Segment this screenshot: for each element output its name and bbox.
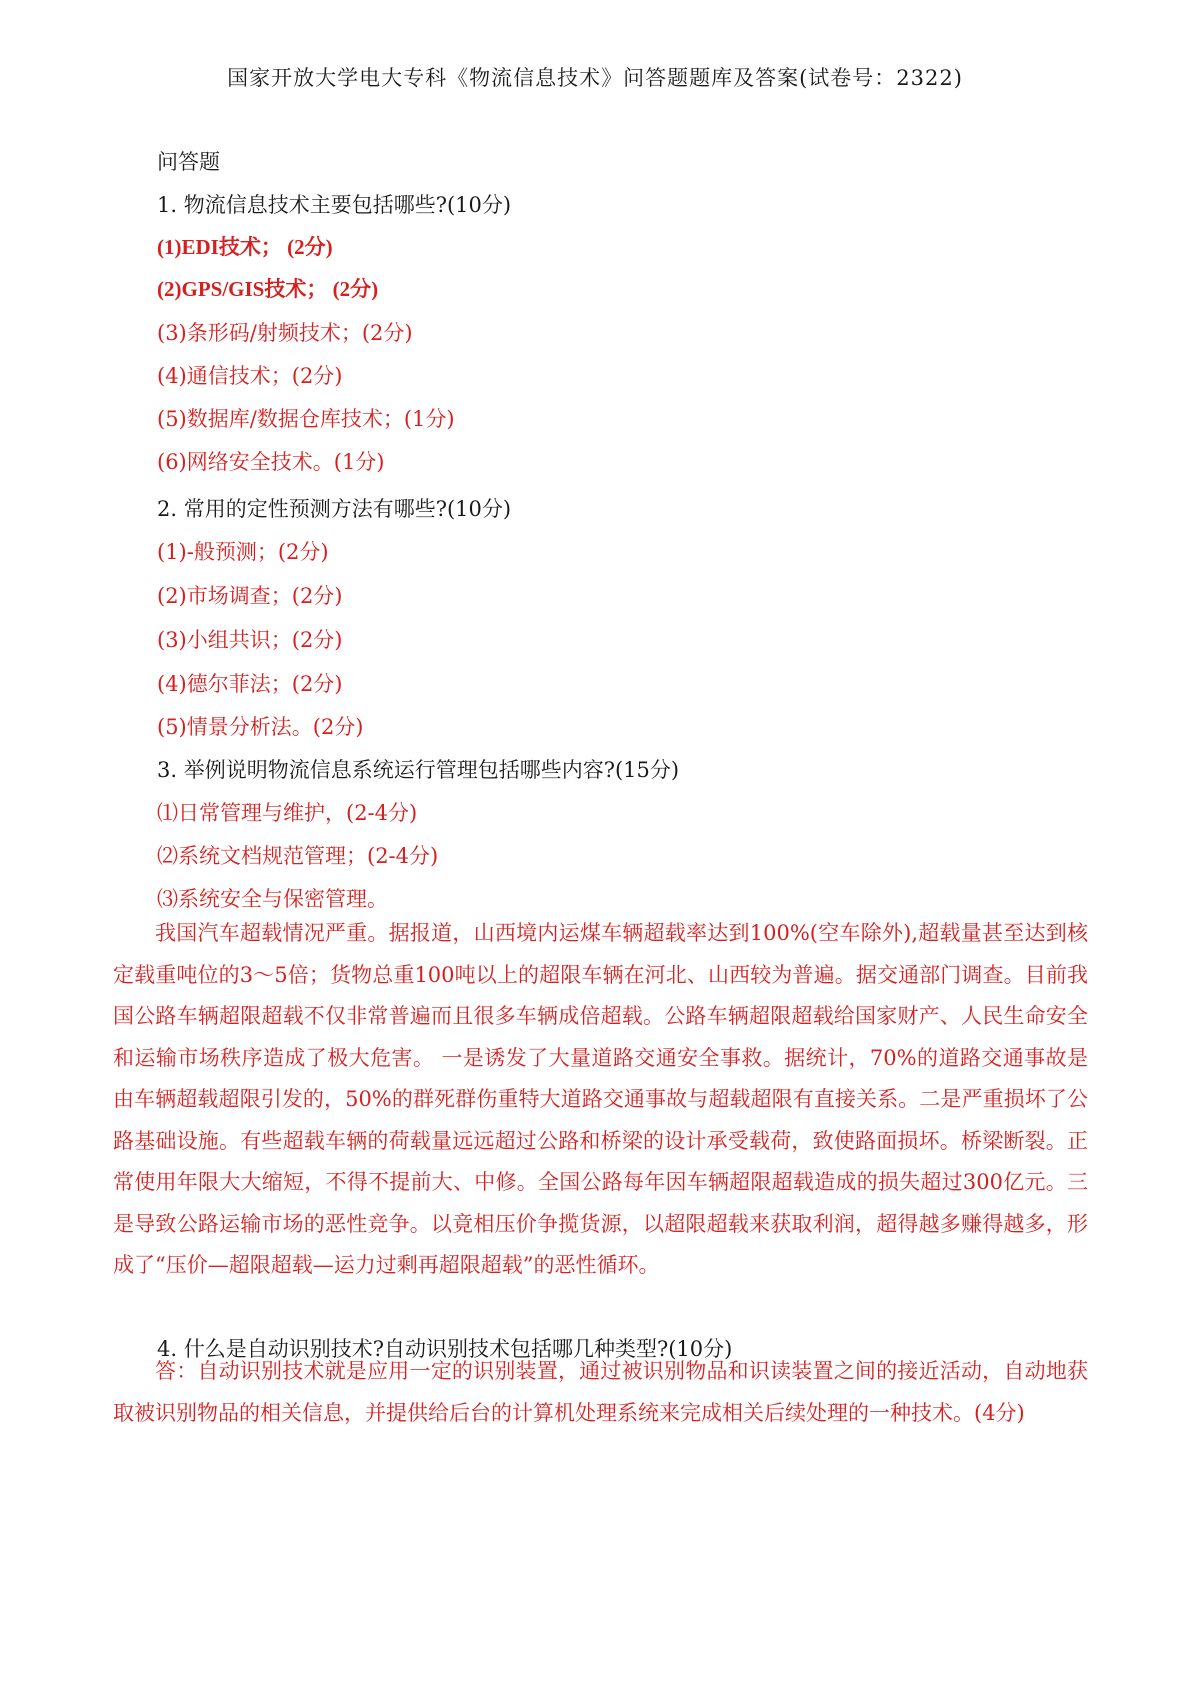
q2-answer-1: (1)-般预测；(2分) xyxy=(157,540,329,564)
question-4: 4. 什么是自动识别技术?自动识别技术包括哪几种类型?(10分) xyxy=(157,1337,733,1361)
case-paragraph-text: 我国汽车超载情况严重。据报道，山西境内运煤车辆超载率达到100%(空车除外),超载量甚至达到核定载重吨位的3～5倍；货物总重100吨以上的超限车辆在河北、山西较为普遍。据交通部门调查。目前我国公路车辆超限超载不仅非常普遍而且很多车辆成倍超载。公路车辆超限超载给国家财产、人民生命安全和运输市场秩序造成了极大危害。 一是诱发了大量道路交通安全事救。据统计，70%的道路交通事故是由车辆超载超限引发的，50%的群死群伤重特大道路交通事故与超载超限有直接关系。二是严重损坏了公路基础设施。有些超载车辆的荷载量远远超过公路和桥梁的设计承受载荷，致使路面损坏。桥梁断裂。正常使用年限大大缩短，不得不提前大、中修。全国公路每年因车辆超限超载造成的损失超过300亿元。三是导致公路运输市场的恶性竞争。以竟相压价争揽货源，以超限超载来获取利润，超得越多赚得越多，形成了“压价—超限超载—运力过剩再超限超载”的恶性循环。 xyxy=(113,921,1088,1277)
question-3: 3. 举例说明物流信息系统运行管理包括哪些内容?(15分) xyxy=(157,758,680,782)
q3-answer-1: ⑴日常管理与维护，(2-4分) xyxy=(157,801,418,825)
q3-answer-3: ⑶系统安全与保密管理。 xyxy=(157,887,388,911)
q3-answer-2: ⑵系统文档规范管理；(2-4分) xyxy=(157,844,439,868)
q3-case-paragraph xyxy=(113,913,1088,1287)
q4-answer-text: 答：自动识别技术就是应用一定的识别装置，通过被识别物品和识读装置之间的接近活动，自动地获取被识别物品的相关信息，并提供给后台的计算机处理系统来完成相关后续处理的一种技术。(4分) xyxy=(113,1359,1088,1425)
section-heading: 问答题 xyxy=(157,150,220,174)
question-1: 1. 物流信息技术主要包括哪些?(10分) xyxy=(157,193,512,217)
q1-answer-6: (6)网络安全技术。(1分) xyxy=(157,450,385,474)
document-title: 国家开放大学电大专科《物流信息技术》问答题题库及答案(试卷号：2322) xyxy=(227,66,963,90)
q1-answer-1: (1)EDI技术； (2分) xyxy=(157,235,333,259)
question-2: 2. 常用的定性预测方法有哪些?(10分) xyxy=(157,497,512,521)
q4-answer-block xyxy=(113,1351,1088,1434)
q1-answer-5: (5)数据库/数据仓库技术；(1分) xyxy=(157,407,455,431)
q2-answer-2: (2)市场调查；(2分) xyxy=(157,584,343,608)
q1-answer-2: (2)GPS/GIS技术； (2分) xyxy=(157,277,379,301)
q2-answer-4: (4)德尔菲法；(2分) xyxy=(157,672,343,696)
q2-answer-3: (3)小组共识；(2分) xyxy=(157,628,343,652)
q1-answer-4: (4)通信技术；(2分) xyxy=(157,364,343,388)
q1-answer-3: (3)条形码/射频技术；(2分) xyxy=(157,321,413,345)
q2-answer-5: (5)情景分析法。(2分) xyxy=(157,715,364,739)
